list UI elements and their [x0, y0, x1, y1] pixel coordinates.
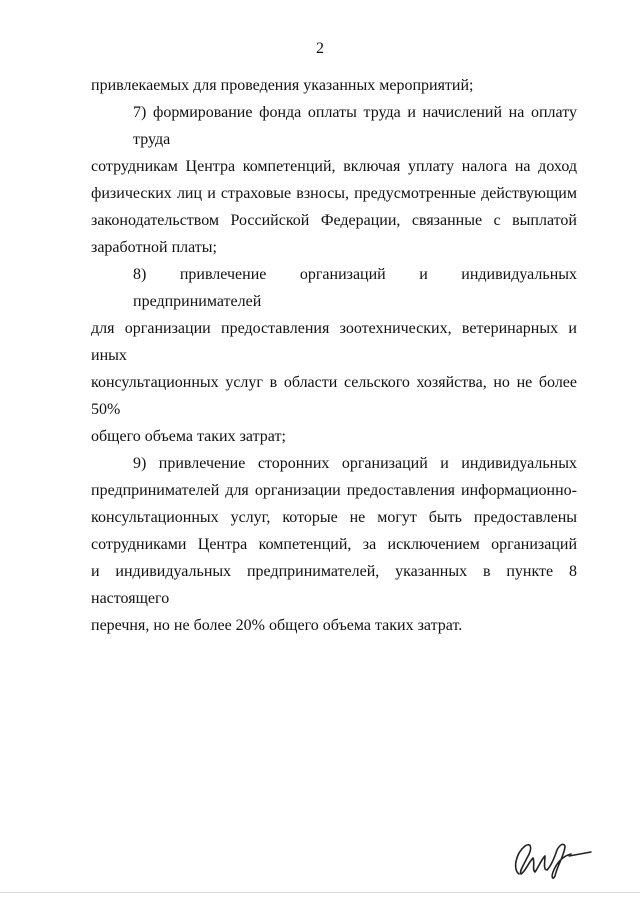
text-line: 8) привлечение организаций и индивидуальных предпринимателей [133, 266, 577, 310]
text-line: привлекаемых для проведения указанных мероприятий; [91, 77, 474, 94]
text-line: 9) привлечение сторонних организаций и индивидуальных [133, 455, 577, 472]
text-line: консультационных услуг, которые не могут быть предоставлены [91, 509, 577, 526]
page-bottom-edge [0, 892, 640, 893]
paragraph-item-7 [91, 99, 577, 261]
text-line: сотрудникам Центра компетенций, включая уплату налога на доход [91, 158, 577, 175]
document-body [91, 72, 577, 639]
text-line: и индивидуальных предпринимателей, указанных в пункте 8 настоящего [91, 563, 577, 607]
text-line: 7) формирование фонда оплаты труда и начислений на оплату труда [133, 104, 577, 148]
text-line: общего объема таких затрат; [91, 428, 286, 445]
text-line: законодательством Российской Федерации, связанные с выплатой [91, 212, 577, 229]
text-line: перечня, но не более 20% общего объема таких затрат. [91, 617, 463, 634]
paragraph-item-8 [91, 261, 577, 450]
handwritten-signature-icon [505, 832, 595, 882]
text-line: для организации предоставления зоотехнических, ветеринарных и иных [91, 320, 577, 364]
paragraph-item-9 [91, 450, 577, 639]
text-line: предпринимателей для организации предоставления информационно- [91, 482, 577, 499]
text-line: физических лиц и страховые взносы, предусмотренные действующим [91, 185, 577, 202]
text-line: консультационных услуг в области сельского хозяйства, но не более 50% [91, 374, 577, 418]
page-number: 2 [316, 40, 324, 57]
paragraph-intro [91, 72, 577, 99]
text-line: заработной платы; [91, 239, 217, 256]
text-line: сотрудниками Центра компетенций, за исключением организаций [91, 536, 577, 553]
